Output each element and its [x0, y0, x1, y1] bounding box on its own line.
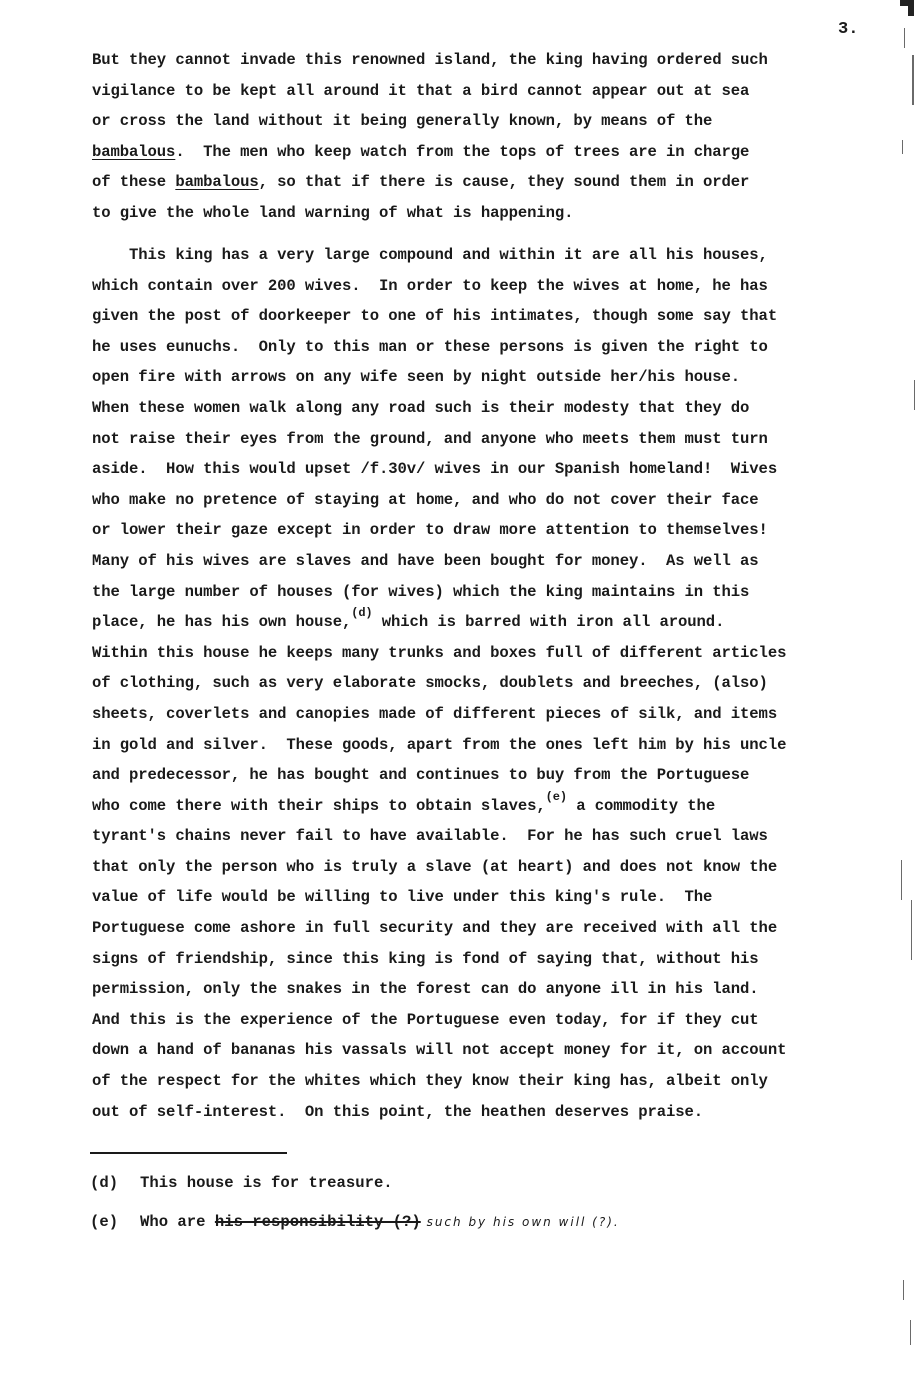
footnote-d-text: This house is for treasure.	[140, 1174, 393, 1192]
footnote-e-handwritten-text: such by his own will (?).	[420, 1215, 620, 1229]
text-line: in gold and silver. These goods, apart from the ones left him by his uncle	[92, 735, 787, 754]
text-line: or lower their gaze except in order to draw more attention to themselves!	[92, 521, 768, 540]
text-line: of the respect for the whites which they know their king has, albeit only	[92, 1072, 768, 1091]
line-segment: a commodity the	[566, 796, 716, 815]
text-line	[92, 791, 872, 822]
text-line: who make no pretence of staying at home, and who do not cover their face	[92, 490, 759, 509]
text-line: sheets, coverlets and canopies made of different pieces of silk, and items	[92, 704, 778, 723]
underlined-term: bambalous	[175, 173, 259, 192]
footnote-reference: (e)	[545, 789, 567, 804]
line-segment: of these	[92, 173, 176, 192]
footnote-d-marker: (d)	[90, 1174, 119, 1192]
page-number: 3.	[838, 20, 859, 39]
text-line: he uses eunuchs. Only to this man or these persons is given the right to	[92, 337, 768, 356]
text-line: vigilance to be kept all around it that a bird cannot appear out at sea	[92, 81, 750, 100]
line-segment: . The men who keep watch from the tops of trees are in charge	[175, 142, 750, 161]
footnote-reference: (d)	[351, 606, 373, 621]
text-line: But they cannot invade this renowned island, the king having ordered such	[92, 51, 768, 69]
text-line: Within this house he keeps many trunks and boxes full of different articles	[92, 643, 787, 662]
text-line: to give the whole land warning of what is happening.	[92, 203, 574, 222]
text-line: of clothing, such as very elaborate smocks, doublets and breeches, (also)	[92, 674, 768, 693]
text-line: the large number of houses (for wives) which the king maintains in this	[92, 582, 750, 601]
text-line: not raise their eyes from the ground, and anyone who meets them must turn	[92, 429, 768, 448]
text-line: value of life would be willing to live under this king's rule. The	[92, 888, 713, 907]
text-line: And this is the experience of the Portuguese even today, for if they cut	[92, 1010, 759, 1029]
footnote-divider	[90, 1152, 287, 1154]
footnote-e-marker: (e)	[90, 1213, 119, 1231]
paragraph-2	[92, 240, 872, 1127]
footnote-e-struck-text: his responsibility (?)	[214, 1213, 421, 1231]
text-line: out of self-interest. On this point, the heathen deserves praise.	[92, 1102, 704, 1121]
text-line: down a hand of bananas his vassals will not accept money for it, on account	[92, 1041, 787, 1060]
footnote-d	[90, 1174, 393, 1192]
text-line: permission, only the snakes in the forest can do anyone ill in his land.	[92, 980, 759, 999]
scan-edge-marks	[898, 0, 920, 1380]
text-line: signs of friendship, since this king is fond of saying that, without his	[92, 949, 759, 968]
text-line: given the post of doorkeeper to one of his intimates, though some say that	[92, 307, 778, 326]
paragraph-1	[92, 45, 872, 229]
text-line: which contain over 200 wives. In order to keep the wives at home, he has	[92, 276, 768, 295]
text-line: This king has a very large compound and within it are all his houses,	[92, 246, 768, 264]
line-segment: who come there with their ships to obtain slaves,	[92, 796, 546, 815]
text-line: open fire with arrows on any wife seen by night outside her/his house.	[92, 368, 741, 387]
text-line	[92, 167, 872, 198]
text-line: tyrant's chains never fail to have available. For he has such cruel laws	[92, 827, 768, 846]
footnote-e-text: Who are	[140, 1213, 215, 1231]
text-line: When these women walk along any road such is their modesty that they do	[92, 398, 750, 417]
text-line	[92, 607, 872, 638]
text-line: or cross the land without it being generally known, by means of the	[92, 112, 713, 131]
text-line: aside. How this would upset /f.30v/ wives in our Spanish homeland! Wives	[92, 460, 778, 479]
footnote-e	[90, 1213, 620, 1231]
text-line: Many of his wives are slaves and have been bought for money. As well as	[92, 551, 759, 570]
line-segment: , so that if there is cause, they sound them in order	[258, 173, 750, 192]
line-segment: place, he has his own house,	[92, 613, 352, 632]
line-segment: which is barred with iron all around.	[372, 613, 725, 632]
text-line: and predecessor, he has bought and continues to buy from the Portuguese	[92, 766, 750, 785]
text-line	[92, 137, 872, 168]
text-line: that only the person who is truly a slave (at heart) and does not know the	[92, 857, 778, 876]
text-line: Portuguese come ashore in full security and they are received with all the	[92, 919, 778, 938]
underlined-term: bambalous	[92, 142, 176, 161]
